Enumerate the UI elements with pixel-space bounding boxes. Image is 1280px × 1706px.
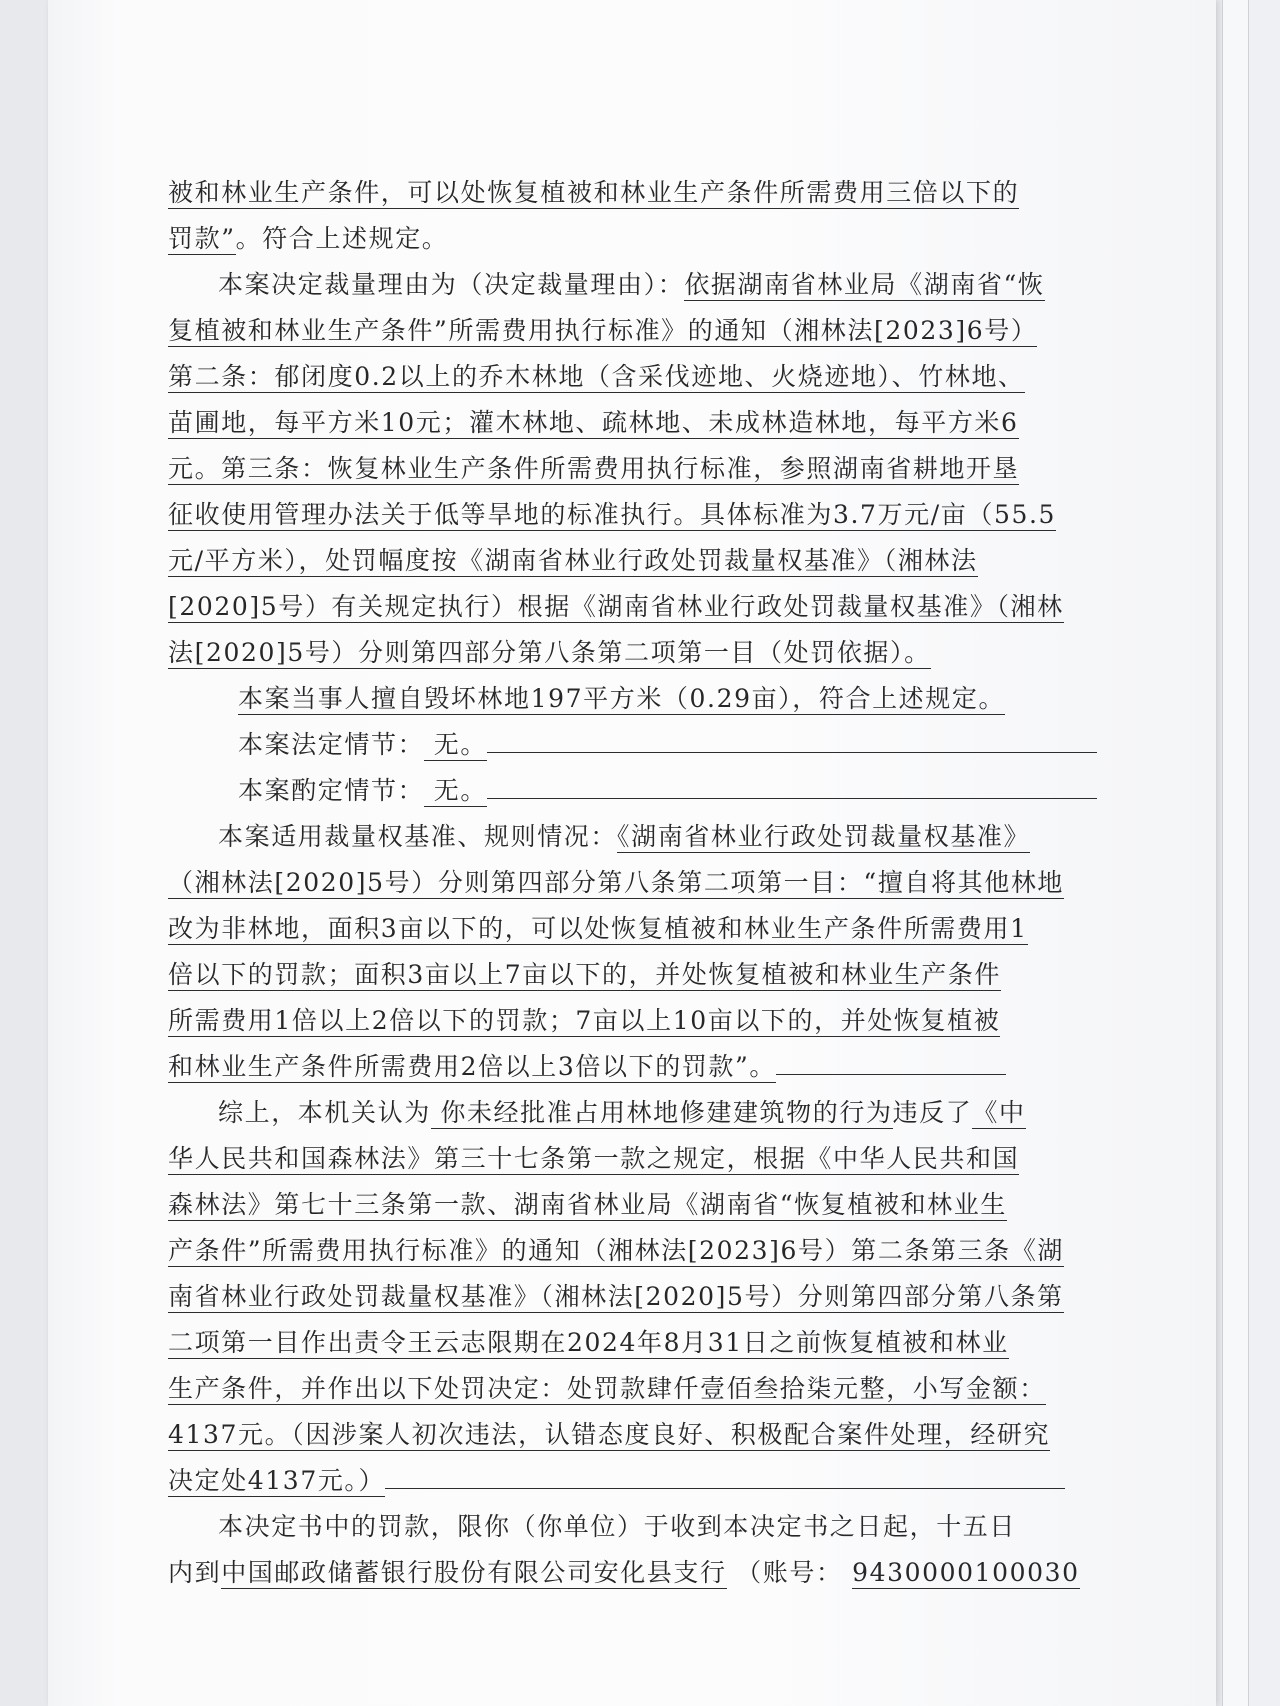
- underlined-text: 复植被和林业生产条件”所需费用执行标准》的通知（湘林法[2023]6号）: [168, 316, 1038, 345]
- document-line: [168, 308, 1193, 354]
- underlined-text: 元/平方米），处罚幅度按《湖南省林业行政处罚裁量权基准》（湘林法: [168, 546, 978, 575]
- underlined-text: 无。: [424, 730, 487, 759]
- document-line: [168, 722, 1193, 768]
- document-line: [168, 1182, 1193, 1228]
- underlined-text: 森林法》第七十三条第一款、湖南省林业局《湖南省“恢复植被和林业生: [168, 1190, 1007, 1219]
- document-line: [168, 538, 1193, 584]
- document-line: [168, 814, 1193, 860]
- text-segment: 本决定书中的罚款，限你（你单位）于收到本决定书之日起，十五日: [218, 1512, 1017, 1541]
- underlined-text: （湘林法[2020]5号）分则第四部分第八条第二项第一目：“擅自将其他林地: [168, 868, 1065, 897]
- underlined-text: 二项第一目作出责令王云志限期在2024年8月31日之前恢复植被和林业: [168, 1328, 1009, 1357]
- underlined-text: 中国邮政储蓄银行股份有限公司安化县支行: [221, 1558, 727, 1587]
- blank-fill-line: [385, 1458, 1065, 1489]
- underlined-text: [2020]5号）有关规定执行）根据《湖南省林业行政处罚裁量权基准》（湘林: [168, 592, 1064, 621]
- document-line: [168, 354, 1193, 400]
- document-line: [168, 1136, 1193, 1182]
- underlined-text: 苗圃地，每平方米10元；灌木林地、疏林地、未成林造林地，每平方米6: [168, 408, 1019, 437]
- underlined-text: 你未经批准占用林地修建建筑物的行为: [430, 1098, 893, 1127]
- document-line: [168, 676, 1193, 722]
- document-line: [168, 952, 1193, 998]
- text-segment: 综上，本机关认为: [218, 1098, 431, 1127]
- underlined-text: 4137元。（因涉案人初次违法，认错态度良好、积极配合案件处理，经研究: [168, 1420, 1051, 1449]
- underlined-text: 本案当事人擅自毁坏林地197平方米（0.29亩），符合上述规定。: [238, 684, 1006, 713]
- text-segment: 违反了: [892, 1098, 973, 1127]
- document-line: [168, 1504, 1193, 1550]
- text-segment: 本案法定情节：: [238, 730, 425, 759]
- document-line: [168, 216, 1193, 262]
- blank-fill-line: [776, 1044, 1006, 1075]
- document-line: [168, 400, 1193, 446]
- document-line: [168, 998, 1193, 1044]
- blank-fill-line: [487, 722, 1097, 753]
- underlined-text: 华人民共和国森林法》第三十七条第一款之规定，根据《中华人民共和国: [168, 1144, 1020, 1173]
- underlined-text: 和林业生产条件所需费用2倍以上3倍以下的罚款”。: [168, 1052, 776, 1081]
- document-line: [168, 1366, 1193, 1412]
- text-segment: 内到: [168, 1558, 222, 1587]
- underlined-text: 9430000100030: [852, 1558, 1080, 1587]
- underlined-text: 倍以下的罚款；面积3亩以上7亩以下的，并处恢复植被和林业生产条件: [168, 960, 1002, 989]
- document-line: [168, 1274, 1193, 1320]
- underlined-text: 罚款”: [168, 224, 236, 253]
- underlined-text: 决定处4137元。）: [168, 1466, 386, 1495]
- text-segment: 本案适用裁量权基准、规则情况：: [218, 822, 618, 851]
- underlined-text: 生产条件，并作出以下处罚决定：处罚款肆仟壹佰叁拾柒元整，小写金额：: [168, 1374, 1046, 1403]
- underlined-text: 南省林业行政处罚裁量权基准》（湘林法[2020]5号）分则第四部分第八条第: [168, 1282, 1064, 1311]
- text-segment: 本案酌定情节：: [238, 776, 425, 805]
- underlined-text: 无。: [424, 776, 487, 805]
- underlined-text: 《中: [972, 1098, 1026, 1127]
- underlined-text: 依据湖南省林业局《湖南省“恢: [684, 270, 1045, 299]
- document-line: [168, 906, 1193, 952]
- underlined-text: 第二条：郁闭度0.2以上的乔木林地（含采伐迹地、火烧迹地）、竹林地、: [168, 362, 1025, 391]
- document-line: [168, 170, 1193, 216]
- underlined-text: 产条件”所需费用执行标准》的通知（湘林法[2023]6号）第二条第三条《湖: [168, 1236, 1065, 1265]
- paper-stack-edge-back: [1248, 0, 1280, 1706]
- underlined-text: 法[2020]5号）分则第四部分第八条第二项第一目（处罚依据）。: [168, 638, 931, 667]
- text-segment: （账号：: [726, 1558, 853, 1587]
- document-line: [168, 492, 1193, 538]
- document-body: [168, 170, 1193, 1596]
- text-segment: 。符合上述规定。: [235, 224, 449, 253]
- text-segment: 本案决定裁量理由为（决定裁量理由）：: [218, 270, 685, 299]
- underlined-text: 元。第三条：恢复林业生产条件所需费用执行标准，参照湖南省耕地开垦: [168, 454, 1020, 483]
- underlined-text: 改为非林地，面积3亩以下的，可以处恢复植被和林业生产条件所需费用1: [168, 914, 1028, 943]
- document-line: [168, 1044, 1193, 1090]
- blank-fill-line: [487, 768, 1097, 799]
- document-line: [168, 860, 1193, 906]
- document-line: [168, 1090, 1193, 1136]
- underlined-text: 征收使用管理办法关于低等旱地的标准执行。具体标准为3.7万元/亩（55.5: [168, 500, 1057, 529]
- document-line: [168, 1550, 1193, 1596]
- document-line: [168, 262, 1193, 308]
- underlined-text: 所需费用1倍以上2倍以下的罚款；7亩以上10亩以下的，并处恢复植被: [168, 1006, 1001, 1035]
- document-line: [168, 446, 1193, 492]
- document-line: [168, 630, 1193, 676]
- underlined-text: 被和林业生产条件，可以处恢复植被和林业生产条件所需费用三倍以下的: [168, 178, 1020, 207]
- document-line: [168, 1458, 1193, 1504]
- document-line: [168, 584, 1193, 630]
- document-line: [168, 768, 1193, 814]
- document-line: [168, 1412, 1193, 1458]
- underlined-text: 《湖南省林业行政处罚裁量权基准》: [617, 822, 1031, 851]
- document-page: [48, 0, 1216, 1706]
- document-line: [168, 1320, 1193, 1366]
- document-line: [168, 1228, 1193, 1274]
